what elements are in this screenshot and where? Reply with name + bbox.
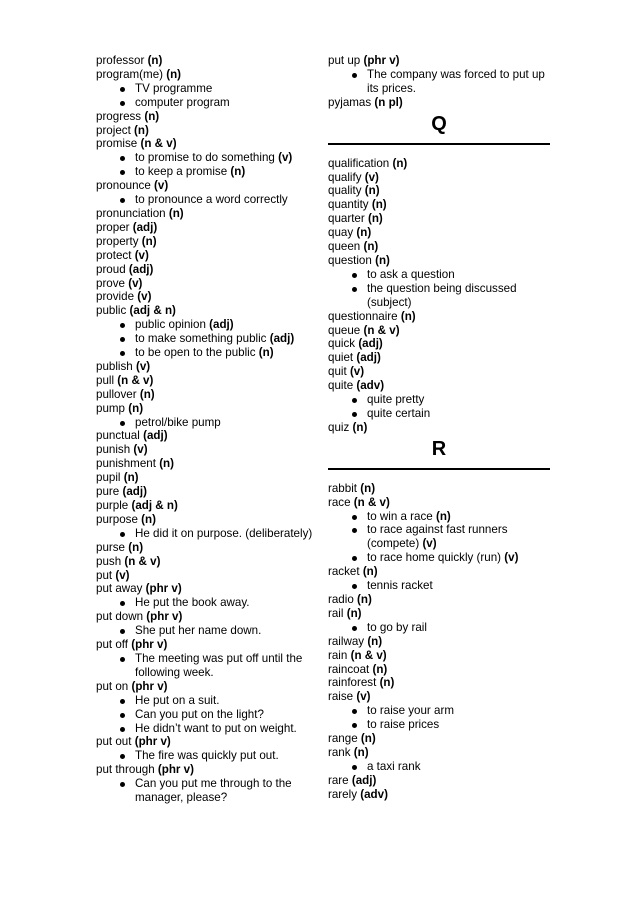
example-item — [328, 282, 550, 310]
example-item — [328, 760, 550, 774]
example-list — [328, 760, 550, 774]
dictionary-entry — [96, 221, 316, 235]
entry-word: put through — [96, 763, 155, 777]
entry-word: promise — [96, 137, 138, 151]
part-of-speech: (adj) — [356, 351, 381, 365]
dictionary-entry — [96, 124, 316, 138]
section-heading — [328, 112, 550, 145]
dictionary-entry — [96, 555, 316, 569]
part-of-speech: (n) — [367, 212, 383, 226]
entry-word: put on — [96, 679, 129, 693]
part-of-speech: (n & v) — [363, 323, 400, 337]
entry-word: punctual — [96, 429, 140, 443]
dictionary-entry — [96, 207, 316, 221]
part-of-speech: (n) — [346, 606, 362, 620]
example-text: computer program — [135, 95, 230, 109]
example-text: He put on a suit. — [135, 693, 220, 707]
part-of-speech: (adv) — [360, 787, 388, 801]
dictionary-entry — [328, 171, 550, 185]
entry-word: quite — [328, 379, 354, 393]
entry-word: purple — [96, 499, 129, 512]
dictionary-entry — [96, 735, 316, 749]
example-text: public opinion — [135, 318, 206, 332]
part-of-speech: (n) — [166, 67, 182, 81]
dictionary-entry — [328, 54, 550, 68]
dictionary-entry — [96, 582, 316, 596]
entry-word: property — [96, 234, 139, 248]
dictionary-entry — [96, 110, 316, 124]
example-text: Can you put me through to the manager, please? — [135, 777, 292, 805]
example-item — [328, 579, 550, 593]
part-of-speech: (phr v) — [131, 679, 168, 693]
part-of-speech: (phr v) — [363, 54, 400, 67]
dictionary-entry — [328, 565, 550, 579]
example-list — [96, 193, 316, 207]
example-list — [96, 416, 316, 430]
dictionary-entry — [96, 179, 316, 193]
part-of-speech: (v) — [135, 359, 151, 373]
entry-word: rare — [328, 773, 349, 787]
dictionary-entry — [96, 499, 316, 513]
dictionary-entry — [328, 593, 550, 607]
example-item — [328, 551, 550, 565]
part-of-speech: (v) — [115, 568, 130, 582]
dictionary-entry — [328, 746, 550, 760]
part-of-speech: (n) — [371, 198, 387, 212]
example-item — [96, 694, 316, 708]
dictionary-entry — [96, 68, 316, 82]
example-text: Can you put on the light? — [135, 707, 264, 721]
example-text: He put the book away. — [135, 596, 250, 610]
example-text: quite certain — [367, 406, 431, 420]
entry-word: pure — [96, 485, 120, 499]
dictionary-entry — [328, 496, 550, 510]
part-of-speech: (v) — [364, 170, 379, 184]
part-of-speech: (adj & n) — [131, 499, 178, 512]
dictionary-entry — [96, 304, 316, 318]
example-text: to keep a promise — [135, 165, 228, 179]
part-of-speech: (n) — [147, 54, 163, 67]
entry-word: put up — [328, 54, 361, 67]
entry-word: raincoat — [328, 662, 370, 676]
dictionary-entry — [328, 732, 550, 746]
entry-word: queue — [328, 323, 361, 337]
entry-word: professor — [96, 54, 145, 67]
part-of-speech: (phr v) — [131, 638, 168, 652]
part-of-speech: (n) — [159, 457, 174, 471]
example-item — [328, 523, 550, 551]
dictionary-entry — [96, 388, 316, 402]
entry-word: provide — [96, 290, 135, 304]
example-item — [96, 527, 316, 541]
example-text: a taxi rank — [367, 759, 421, 773]
entry-word: put off — [96, 638, 129, 652]
part-of-speech: (n & v) — [124, 554, 161, 568]
dictionary-entry — [328, 635, 550, 649]
example-list — [96, 82, 316, 110]
entry-word: quality — [328, 184, 362, 198]
dictionary-entry — [328, 96, 550, 110]
entry-word: questionnaire — [328, 309, 398, 323]
example-part-of-speech: (v) — [422, 537, 437, 551]
example-text: She put her name down. — [135, 624, 262, 638]
part-of-speech: (phr v) — [145, 582, 182, 596]
entry-word: prove — [96, 276, 126, 290]
dictionary-entry — [96, 290, 316, 304]
dictionary-entry — [96, 763, 316, 777]
section-heading — [328, 437, 550, 470]
entry-word: put — [96, 568, 113, 582]
dictionary-entry — [328, 774, 550, 788]
example-text: the question being discussed (subject) — [367, 281, 517, 309]
example-item — [328, 268, 550, 282]
example-item — [96, 193, 316, 207]
example-item — [96, 708, 316, 722]
example-item — [96, 722, 316, 736]
part-of-speech: (n) — [392, 156, 408, 170]
part-of-speech: (adv) — [356, 379, 385, 393]
part-of-speech: (n) — [360, 732, 376, 746]
example-text: The fire was quickly put out. — [135, 749, 279, 763]
example-item — [96, 82, 316, 96]
entry-word: put away — [96, 582, 143, 596]
dictionary-entry — [96, 638, 316, 652]
example-item — [328, 621, 550, 635]
dictionary-entry — [328, 240, 550, 254]
dictionary-entry — [96, 569, 316, 583]
dictionary-entry — [328, 663, 550, 677]
example-text: tennis racket — [367, 579, 433, 593]
example-item — [96, 165, 316, 179]
example-list — [96, 596, 316, 610]
entry-word: punishment — [96, 457, 156, 471]
entry-word: rain — [328, 648, 348, 662]
entry-word: quarter — [328, 212, 365, 226]
part-of-speech: (n) — [128, 540, 144, 554]
part-of-speech: (phr v) — [146, 610, 183, 624]
example-text: to be open to the public — [135, 346, 256, 360]
entry-word: pullover — [96, 387, 137, 401]
entry-word: rabbit — [328, 481, 358, 495]
entry-word: qualify — [328, 170, 362, 184]
part-of-speech: (n) — [144, 109, 160, 123]
entry-word: radio — [328, 593, 354, 606]
dictionary-entry — [328, 607, 550, 621]
example-list — [96, 777, 316, 805]
dictionary-entry — [96, 249, 316, 263]
entry-word: project — [96, 123, 131, 137]
dictionary-entry — [328, 254, 550, 268]
example-text: The meeting was put off until the following week. — [135, 651, 303, 679]
entry-word: proper — [96, 220, 130, 234]
example-part-of-speech: (n) — [258, 346, 274, 360]
part-of-speech: (n) — [364, 184, 380, 198]
example-list — [328, 510, 550, 566]
example-text: TV programme — [135, 81, 213, 95]
part-of-speech: (phr v) — [157, 763, 194, 777]
dictionary-entry — [96, 54, 316, 68]
example-list — [328, 68, 550, 96]
part-of-speech: (n) — [353, 745, 369, 759]
entry-word: progress — [96, 109, 142, 123]
dictionary-entry — [96, 360, 316, 374]
example-item — [96, 749, 316, 763]
entry-word: put down — [96, 610, 144, 624]
example-text: to race against fast runners (compete) — [367, 523, 508, 551]
part-of-speech: (v) — [349, 365, 365, 379]
entry-word: quantity — [328, 198, 369, 212]
dictionary-entry — [96, 457, 316, 471]
entry-word: pronunciation — [96, 206, 166, 220]
dictionary-entry — [96, 374, 316, 388]
part-of-speech: (n) — [123, 471, 139, 485]
entry-word: pull — [96, 373, 115, 387]
entry-word: publish — [96, 359, 133, 373]
example-text: to make something public — [135, 332, 267, 346]
example-text: He did it on purpose. (deliberately) — [135, 526, 313, 540]
example-list — [328, 704, 550, 732]
part-of-speech: (v) — [134, 248, 149, 262]
part-of-speech: (v) — [133, 443, 148, 457]
section-letter: Q — [431, 112, 447, 135]
dictionary-entry — [328, 198, 550, 212]
part-of-speech: (n) — [379, 676, 395, 690]
entry-word: pyjamas — [328, 95, 372, 109]
entry-word: purse — [96, 540, 126, 554]
example-part-of-speech: (v) — [278, 151, 293, 165]
entry-word: pronounce — [96, 179, 151, 193]
part-of-speech: (adj & n) — [129, 304, 176, 318]
entry-word: racket — [328, 565, 360, 579]
dictionary-entry — [96, 680, 316, 694]
example-list — [328, 393, 550, 421]
left-column — [96, 54, 316, 805]
example-text: to promise to do something — [135, 151, 275, 165]
entry-word: rarely — [328, 787, 357, 801]
part-of-speech: (n & v) — [350, 648, 387, 662]
part-of-speech: (n pl) — [374, 95, 403, 109]
part-of-speech: (adj) — [132, 220, 158, 234]
dictionary-entry — [328, 157, 550, 171]
example-list — [328, 621, 550, 635]
part-of-speech: (v) — [128, 276, 143, 290]
example-item — [96, 652, 316, 680]
part-of-speech: (adj) — [143, 429, 168, 443]
section-letter: R — [431, 437, 447, 460]
entry-word: quit — [328, 365, 347, 379]
entry-word: rail — [328, 606, 344, 620]
example-list — [96, 527, 316, 541]
example-item — [96, 96, 316, 110]
example-list — [96, 318, 316, 360]
example-list — [96, 694, 316, 736]
example-item — [328, 718, 550, 732]
part-of-speech: (n) — [352, 420, 368, 434]
entry-word: rainforest — [328, 676, 377, 690]
dictionary-entry — [328, 421, 550, 435]
entry-word: quiet — [328, 351, 354, 365]
example-part-of-speech: (v) — [504, 551, 519, 565]
dictionary-entry — [328, 788, 550, 802]
entry-word: queen — [328, 240, 361, 254]
part-of-speech: (phr v) — [134, 735, 171, 749]
part-of-speech: (n) — [400, 309, 416, 323]
dictionary-entry — [96, 137, 316, 151]
dictionary-entry — [96, 277, 316, 291]
part-of-speech: (adj) — [351, 773, 377, 787]
entry-word: put out — [96, 735, 132, 749]
example-list — [328, 268, 550, 310]
example-list — [96, 652, 316, 680]
dictionary-entry — [328, 351, 550, 365]
example-text: to ask a question — [367, 267, 455, 281]
dictionary-entry — [328, 310, 550, 324]
dictionary-entry — [328, 212, 550, 226]
entry-word: punish — [96, 443, 131, 457]
entry-word: rank — [328, 745, 351, 759]
right-column — [328, 54, 550, 802]
example-text: He didn’t want to put on weight. — [135, 721, 297, 735]
part-of-speech: (v) — [137, 290, 152, 304]
example-part-of-speech: (adj) — [209, 318, 234, 332]
part-of-speech: (adj) — [358, 337, 383, 351]
example-text: to raise prices — [367, 718, 440, 732]
entry-word: raise — [328, 690, 354, 704]
part-of-speech: (n & v) — [117, 373, 154, 387]
example-part-of-speech: (adj) — [269, 332, 295, 346]
entry-word: public — [96, 304, 127, 318]
example-item — [328, 704, 550, 718]
example-item — [96, 332, 316, 346]
part-of-speech: (n) — [375, 253, 390, 267]
dictionary-entry — [96, 402, 316, 416]
example-part-of-speech: (n) — [435, 509, 451, 523]
entry-word: push — [96, 554, 122, 568]
dictionary-entry — [96, 485, 316, 499]
example-text: petrol/bike pump — [135, 415, 221, 429]
example-item — [328, 510, 550, 524]
dictionary-entry — [96, 263, 316, 277]
part-of-speech: (n) — [128, 401, 144, 415]
example-item — [96, 416, 316, 430]
example-item — [96, 151, 316, 165]
dictionary-entry — [328, 365, 550, 379]
example-list — [96, 624, 316, 638]
example-text: to go by rail — [367, 620, 427, 634]
example-text: quite pretty — [367, 393, 425, 407]
example-list — [96, 151, 316, 179]
example-text: to win a race — [367, 509, 433, 523]
example-item — [328, 68, 550, 96]
part-of-speech: (n) — [141, 512, 156, 526]
example-text: to pronounce a word correctly — [135, 193, 288, 207]
part-of-speech: (n) — [139, 387, 155, 401]
part-of-speech: (v) — [154, 179, 169, 193]
dictionary-entry — [96, 235, 316, 249]
example-item — [328, 407, 550, 421]
entry-word: protect — [96, 248, 132, 262]
entry-word: pump — [96, 401, 126, 415]
dictionary-entry — [96, 429, 316, 443]
part-of-speech: (n) — [363, 240, 379, 254]
entry-word: program(me) — [96, 67, 163, 81]
part-of-speech: (n & v) — [353, 495, 390, 509]
entry-word: qualification — [328, 156, 390, 170]
dictionary-entry — [328, 676, 550, 690]
example-item — [96, 318, 316, 332]
part-of-speech: (n) — [372, 662, 388, 676]
part-of-speech: (n) — [168, 206, 184, 220]
part-of-speech: (n) — [141, 234, 157, 248]
dictionary-entry — [328, 379, 550, 393]
part-of-speech: (adj) — [122, 485, 147, 499]
example-item — [96, 624, 316, 638]
part-of-speech: (n) — [362, 565, 378, 579]
dictionary-entry — [328, 324, 550, 338]
example-text: The company was forced to put up its prices. — [367, 67, 545, 95]
dictionary-entry — [328, 482, 550, 496]
dictionary-entry — [96, 471, 316, 485]
example-item — [96, 346, 316, 360]
dictionary-entry — [96, 443, 316, 457]
part-of-speech: (n) — [356, 226, 372, 240]
example-list — [96, 749, 316, 763]
dictionary-entry — [96, 513, 316, 527]
part-of-speech: (n) — [357, 593, 372, 606]
example-text: to raise your arm — [367, 704, 454, 718]
part-of-speech: (n) — [134, 123, 149, 137]
entry-word: quick — [328, 337, 356, 351]
entry-word: proud — [96, 262, 126, 276]
entry-word: range — [328, 732, 358, 746]
example-part-of-speech: (n) — [230, 165, 246, 179]
dictionary-entry — [328, 690, 550, 704]
entry-word: railway — [328, 634, 365, 648]
dictionary-entry — [96, 541, 316, 555]
part-of-speech: (n & v) — [140, 137, 177, 151]
entry-word: quay — [328, 226, 354, 240]
part-of-speech: (n) — [367, 634, 383, 648]
example-item — [96, 596, 316, 610]
part-of-speech: (n) — [360, 481, 376, 495]
entry-word: pupil — [96, 471, 121, 485]
part-of-speech: (adj) — [128, 262, 154, 276]
dictionary-entry — [328, 337, 550, 351]
example-list — [328, 579, 550, 593]
part-of-speech: (v) — [356, 690, 371, 704]
entry-word: race — [328, 495, 351, 509]
dictionary-entry — [328, 226, 550, 240]
entry-word: question — [328, 253, 372, 267]
example-text: to race home quickly (run) — [367, 551, 502, 565]
example-item — [96, 777, 316, 805]
dictionary-entry — [96, 610, 316, 624]
example-item — [328, 393, 550, 407]
dictionary-entry — [328, 649, 550, 663]
entry-word: purpose — [96, 512, 138, 526]
entry-word: quiz — [328, 420, 350, 434]
dictionary-entry — [328, 184, 550, 198]
